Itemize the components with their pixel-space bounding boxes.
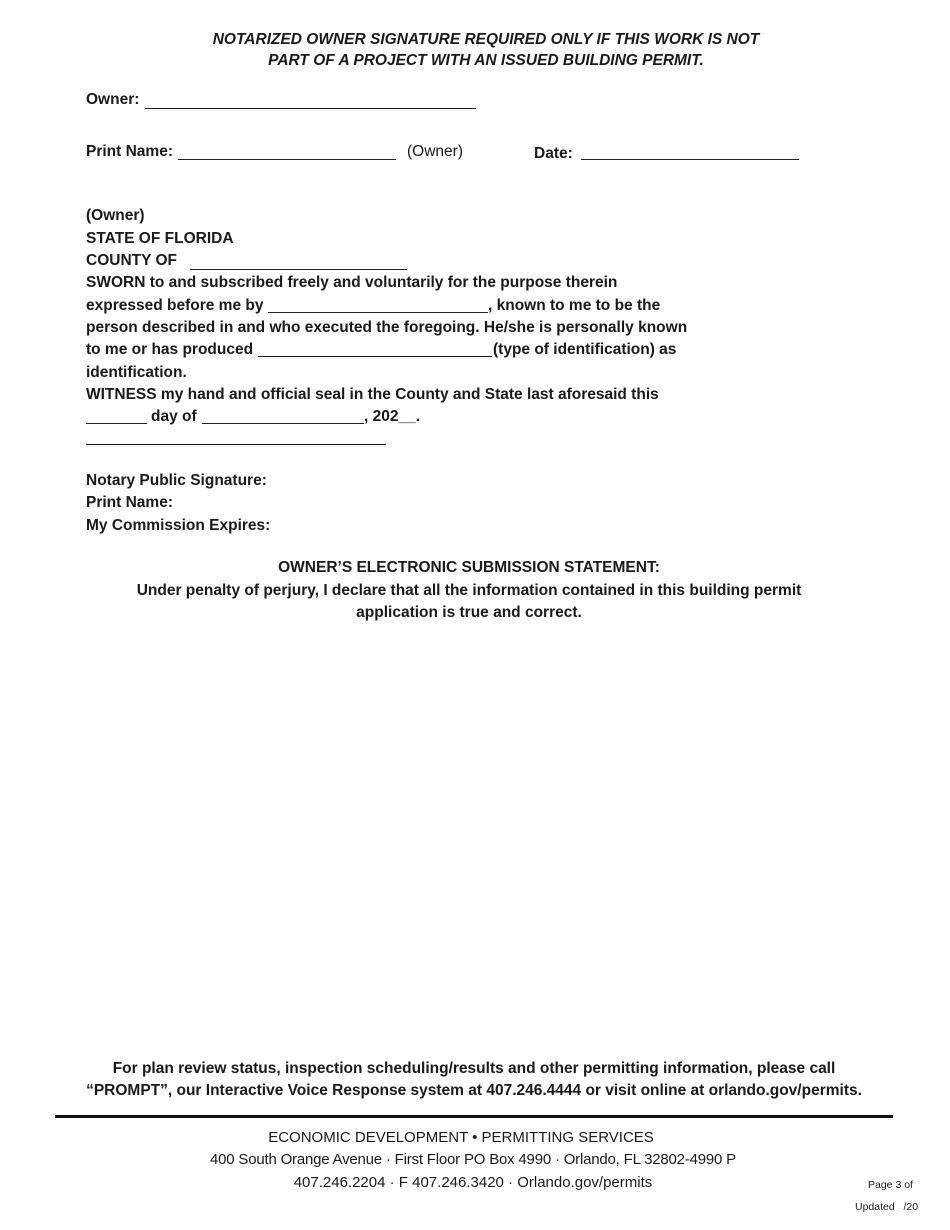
- header-line-2: PART OF A PROJECT WITH AN ISSUED BUILDING PERMIT.: [268, 52, 704, 69]
- footer-phone: 407.246.2204 · F 407.246.3420 · Orlando.gov/permits: [293, 1174, 653, 1191]
- footer-divider: [55, 1115, 893, 1118]
- owner-label: Owner:: [86, 91, 140, 108]
- date-line[interactable]: [581, 159, 799, 160]
- identification-type-line[interactable]: [258, 356, 492, 357]
- footer-address: 400 South Orange Avenue · First Floor PO Box 4990 · Orlando, FL 32802-4990 P: [210, 1151, 736, 1168]
- statement-line-2: application is true and correct.: [356, 604, 582, 621]
- county-label: COUNTY OF: [86, 252, 177, 269]
- updated-date: Updated /20: [855, 1201, 919, 1213]
- identification-line: identification.: [86, 364, 187, 381]
- commission-expires-label: My Commission Expires:: [86, 517, 271, 534]
- print-name-label: Print Name:: [86, 143, 173, 160]
- expressed-name-line[interactable]: [268, 312, 488, 313]
- notary-signature-line[interactable]: [86, 444, 386, 445]
- witness-line: WITNESS my hand and official seal in the County and State last aforesaid this: [86, 386, 659, 403]
- footer-dept: ECONOMIC DEVELOPMENT • PERMITTING SERVICES: [268, 1129, 654, 1146]
- day-line[interactable]: [86, 423, 147, 424]
- year-label: , 202__.: [364, 408, 421, 425]
- notary-public-signature-label: Notary Public Signature:: [86, 472, 267, 489]
- expressed-suffix: , known to me to be the: [488, 297, 661, 314]
- statement-line-1: Under penalty of perjury, I declare that all the information contained in this building permit: [136, 582, 802, 599]
- owner-suffix: (Owner): [407, 143, 463, 160]
- footer-info-line-1: For plan review status, inspection scheduling/results and other permitting information, please call: [112, 1060, 836, 1077]
- notary-owner-tag: (Owner): [86, 207, 145, 224]
- county-line[interactable]: [190, 269, 407, 270]
- notary-print-name-label: Print Name:: [86, 494, 173, 511]
- month-line[interactable]: [202, 423, 364, 424]
- day-of-label: day of: [151, 408, 197, 425]
- sworn-line: SWORN to and subscribed freely and voluntarily for the purpose therein: [86, 274, 618, 291]
- page-number: Page 3 of: [868, 1179, 913, 1191]
- footer-info-line-2: “PROMPT”, our Interactive Voice Response system at 407.246.4444 or visit online at orlando.gov/permits.: [86, 1082, 862, 1099]
- person-line: person described in and who executed the foregoing. He/she is personally known: [86, 319, 688, 336]
- owner-signature-line[interactable]: [145, 108, 476, 109]
- header-line-1: NOTARIZED OWNER SIGNATURE REQUIRED ONLY IF THIS WORK IS NOT: [212, 31, 760, 48]
- produced-suffix: (type of identification) as: [493, 341, 677, 358]
- expressed-prefix: expressed before me by: [86, 297, 264, 314]
- print-name-line[interactable]: [178, 159, 396, 160]
- date-label: Date:: [534, 145, 573, 162]
- state-line: STATE OF FLORIDA: [86, 230, 234, 247]
- statement-title: OWNER’S ELECTRONIC SUBMISSION STATEMENT:: [278, 559, 660, 576]
- produced-prefix: to me or has produced: [86, 341, 254, 358]
